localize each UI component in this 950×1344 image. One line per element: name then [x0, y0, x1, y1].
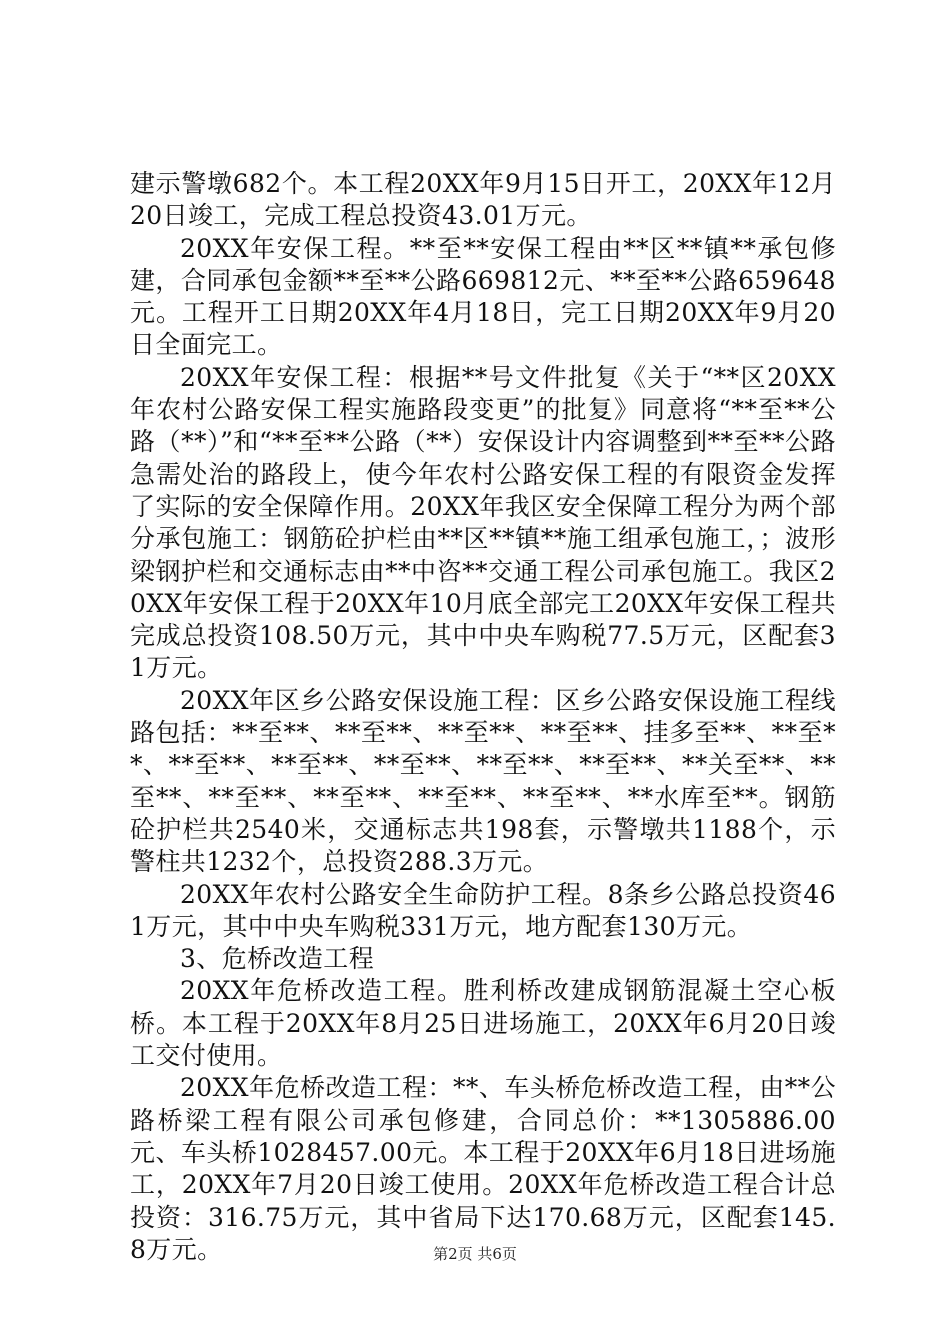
- document-body: [130, 168, 836, 1266]
- paragraph: 20XX年危桥改造工程：**、车头桥危桥改造工程，由**公路桥梁工程有限公司承包修建，合同总价：**1305886.00元、车头桥1028457.00元。本工程于20XX年6月18日进场施工，20XX年7月20日竣工使用。20XX年危桥改造工程合计总投资：316.75万元，其中省局下达170.68万元，区配套145.8万元。: [130, 1073, 836, 1264]
- paragraph: 20XX年区乡公路安保设施工程：区乡公路安保设施工程线路包括：**至**、**至**、**至**、**至**、挂多至**、**至**、**至**、**至**、**至**、**至**、**至**、**关至**、**至**、**至**、**至**、**至**、**至**、**水库至**。钢筋砼护栏共2540米，交通标志共198套，示警墩共1188个，示警柱共1232个，总投资288.3万元。: [130, 685, 836, 877]
- paragraph: 20XX年农村公路安全生命防护工程。8条乡公路总投资461万元，其中中央车购税331万元，地方配套130万元。: [130, 879, 836, 941]
- section-heading: 3、危桥改造工程: [180, 944, 375, 974]
- paragraph: 20XX年安保工程。**至**安保工程由**区**镇**承包修建，合同承包金额**至**公路669812元、**至**公路659648元。工程开工日期20XX年4月18日，完工日期20XX年9月20日全面完工。: [130, 233, 836, 360]
- paragraph: 20XX年危桥改造工程。胜利桥改建成钢筋混凝土空心板桥。本工程于20XX年8月25日进场施工，20XX年6月20日竣工交付使用。: [130, 976, 836, 1071]
- paragraph-continued: 建示警墩682个。本工程20XX年9月15日开工，20XX年12月20日竣工，完成工程总投资43.01万元。: [130, 169, 836, 231]
- paragraph: 20XX年安保工程：根据**号文件批复《关于“**区20XX年农村公路安保工程实施路段变更”的批复》同意将“**至**公路（**）”和“**至**公路（**）安保设计内容调整到**至**公路急需处治的路段上，使今年农村公路安保工程的有限资金发挥了实际的安全保障作用。20XX年我区安全保障工程分为两个部分承包施工：钢筋砼护栏由**区**镇**施工组承包施工，；波形梁钢护栏和交通标志由**中咨**交通工程公司承包施工。我区20XX年安保工程于20XX年10月底全部完工20XX年安保工程共完成总投资108.50万元，其中中央车购税77.5万元，区配套31万元。: [130, 362, 836, 683]
- page-number-footer: 第2页 共6页: [433, 1245, 517, 1263]
